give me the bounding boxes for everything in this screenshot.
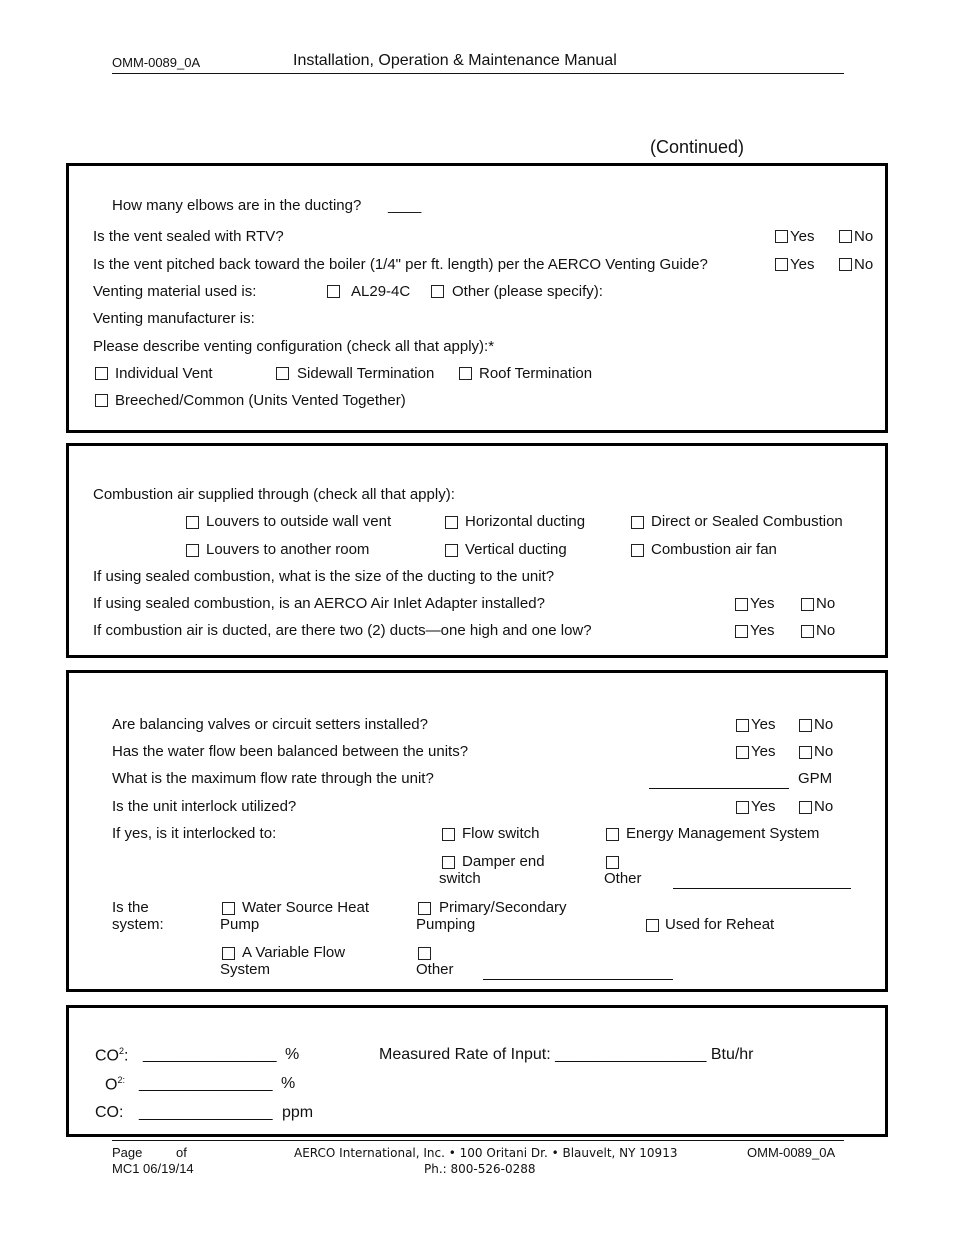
material-label: Venting material used is: — [93, 283, 257, 300]
system-label-2: system: — [112, 916, 164, 933]
sidewall-checkbox[interactable] — [276, 367, 289, 380]
balancing-question: Are balancing valves or circuit setters installed? — [112, 716, 428, 733]
balancing-no-label: No — [814, 716, 834, 733]
footer-revision: MC1 06/19/14 — [112, 1161, 194, 1176]
roof-label: Roof Termination — [479, 365, 593, 382]
pitch-no-label: No — [854, 256, 874, 273]
co2-unit: % — [285, 1046, 300, 1063]
rtv-no-label: No — [854, 228, 874, 245]
adapter-yes-label: Yes — [750, 595, 775, 612]
co2-label: $CO^2$: — [95, 1046, 129, 1065]
system-label-1: Is the — [112, 899, 149, 916]
variable-flow-label-2: System — [220, 961, 271, 978]
al29-checkbox[interactable] — [327, 285, 340, 298]
damper-label-1: Damper end — [462, 853, 545, 870]
continued-label: (Continued) — [650, 137, 745, 157]
louvers-outside-label: Louvers to outside wall vent — [206, 513, 392, 530]
individual-vent-checkbox[interactable] — [95, 367, 108, 380]
adapter-yes-checkbox[interactable] — [735, 598, 748, 611]
header-title: Installation, Operation & Maintenance Manual — [293, 52, 617, 69]
water-section — [66, 670, 888, 992]
header-doc-code: OMM-0089_0A — [112, 55, 201, 70]
footer-company: AERCO International, Inc. • 100 Oritani Dr. • Blauvelt, NY 10913 — [294, 1146, 678, 1160]
breeched-checkbox[interactable] — [95, 394, 108, 407]
primary-secondary-checkbox[interactable] — [418, 902, 431, 915]
direct-sealed-checkbox[interactable] — [631, 516, 644, 529]
primary-secondary-label-1: Primary/Secondary — [439, 899, 567, 916]
horizontal-checkbox[interactable] — [445, 516, 458, 529]
wshp-label-1: Water Source Heat — [242, 899, 369, 916]
interlock-other-checkbox[interactable] — [606, 856, 619, 869]
adapter-question: If using sealed combustion, is an AERCO Air Inlet Adapter installed? — [93, 595, 545, 612]
wshp-label-2: Pump — [220, 916, 260, 933]
balanced-question: Has the water flow been balanced between the units? — [112, 743, 469, 760]
co-field[interactable]: _______________ — [139, 1104, 273, 1121]
elbows-blank[interactable]: ____ — [388, 197, 422, 214]
roof-checkbox[interactable] — [459, 367, 472, 380]
combustion-section — [66, 443, 888, 658]
interlock-question: Is the unit interlock utilized? — [112, 798, 297, 815]
two-ducts-yes-label: Yes — [750, 622, 775, 639]
ems-checkbox[interactable] — [606, 828, 619, 841]
pitch-yes-label: Yes — [790, 256, 815, 273]
sidewall-label: Sidewall Termination — [297, 365, 435, 382]
balancing-yes-checkbox[interactable] — [736, 719, 749, 732]
vertical-checkbox[interactable] — [445, 544, 458, 557]
wshp-checkbox[interactable] — [222, 902, 235, 915]
balanced-no-checkbox[interactable] — [799, 746, 812, 759]
footer-doc-code: OMM-0089_0A — [747, 1145, 836, 1160]
balancing-no-checkbox[interactable] — [799, 719, 812, 732]
o2-field[interactable]: _______________ — [139, 1075, 273, 1092]
interlock-yes-label: Yes — [751, 798, 776, 815]
interlock-no-checkbox[interactable] — [799, 801, 812, 814]
interlock-other-label: Other — [604, 870, 642, 887]
flow-switch-checkbox[interactable] — [442, 828, 455, 841]
rtv-yes-label: Yes — [790, 228, 815, 245]
material-other-label: Other (please specify): — [452, 283, 603, 300]
rate-of-input[interactable]: Measured Rate of Input: _________________ Btu/hr — [379, 1046, 754, 1063]
interlock-other-field[interactable] — [673, 888, 851, 889]
config-question: Please describe venting configuration (check all that apply):* — [93, 338, 495, 355]
pitch-yes-checkbox[interactable] — [775, 258, 788, 271]
direct-sealed-label: Direct or Sealed Combustion — [651, 513, 843, 530]
manufacturer-label: Venting manufacturer is: — [93, 310, 255, 327]
maxflow-question: What is the maximum flow rate through the unit? — [112, 770, 434, 787]
elbows-question: How many elbows are in the ducting? — [112, 197, 362, 214]
system-other-label: Other — [416, 961, 454, 978]
reheat-label: Used for Reheat — [665, 916, 775, 933]
balanced-yes-checkbox[interactable] — [736, 746, 749, 759]
horizontal-label: Horizontal ducting — [465, 513, 586, 530]
al29-label: AL29-4C — [351, 283, 411, 300]
louvers-room-checkbox[interactable] — [186, 544, 199, 557]
vertical-label: Vertical ducting — [465, 541, 567, 558]
system-other-field[interactable] — [483, 979, 673, 980]
footer-of: of — [176, 1145, 187, 1160]
balanced-yes-label: Yes — [751, 743, 776, 760]
o2-unit: % — [281, 1075, 296, 1092]
balanced-no-label: No — [814, 743, 834, 760]
variable-flow-checkbox[interactable] — [222, 947, 235, 960]
reheat-checkbox[interactable] — [646, 919, 659, 932]
ems-label: Energy Management System — [626, 825, 820, 842]
rtv-no-checkbox[interactable] — [839, 230, 852, 243]
co-label: CO: — [95, 1104, 124, 1121]
damper-label-2: switch — [439, 870, 481, 887]
louvers-outside-checkbox[interactable] — [186, 516, 199, 529]
interlock-yes-checkbox[interactable] — [736, 801, 749, 814]
breeched-label: Breeched/Common (Units Vented Together) — [115, 392, 406, 409]
individual-vent-label: Individual Vent — [115, 365, 213, 382]
flow-switch-label: Flow switch — [462, 825, 540, 842]
interlock-no-label: No — [814, 798, 834, 815]
o2-label: $O^{2:}$ — [105, 1075, 125, 1094]
measurements-section — [66, 1005, 888, 1137]
balancing-yes-label: Yes — [751, 716, 776, 733]
footer-page: Page — [112, 1145, 143, 1160]
footer-rule — [112, 1140, 844, 1141]
adapter-no-checkbox[interactable] — [801, 598, 814, 611]
variable-flow-label-1: A Variable Flow — [242, 944, 346, 961]
material-other-checkbox[interactable] — [431, 285, 444, 298]
co-unit: ppm — [282, 1104, 314, 1121]
maxflow-field[interactable] — [649, 788, 789, 789]
primary-secondary-label-2: Pumping — [416, 916, 476, 933]
two-ducts-question: If combustion air is ducted, are there two (2) ducts—one high and one low? — [93, 622, 592, 639]
rtv-question: Is the vent sealed with RTV? — [93, 228, 284, 245]
two-ducts-no-label: No — [816, 622, 836, 639]
venting-section — [66, 163, 888, 433]
combustion-question: Combustion air supplied through (check all that apply): — [93, 486, 455, 503]
co2-field[interactable]: _______________ — [143, 1046, 277, 1063]
air-fan-label: Combustion air fan — [651, 541, 777, 558]
header-rule — [112, 73, 844, 74]
system-other-checkbox[interactable] — [418, 947, 431, 960]
interlocked-to-label: If yes, is it interlocked to: — [112, 825, 277, 842]
two-ducts-no-checkbox[interactable] — [801, 625, 814, 638]
pitch-no-checkbox[interactable] — [839, 258, 852, 271]
air-fan-checkbox[interactable] — [631, 544, 644, 557]
two-ducts-yes-checkbox[interactable] — [735, 625, 748, 638]
louvers-room-label: Louvers to another room — [206, 541, 370, 558]
duct-size-question: If using sealed combustion, what is the size of the ducting to the unit? — [93, 568, 555, 585]
adapter-no-label: No — [816, 595, 836, 612]
pitch-question: Is the vent pitched back toward the boiler (1/4" per ft. length) per the AERCO Venting Guide? — [93, 256, 708, 273]
gpm-unit: GPM — [798, 770, 833, 787]
rtv-yes-checkbox[interactable] — [775, 230, 788, 243]
footer-phone: Ph.: 800-526-0288 — [424, 1162, 536, 1176]
damper-checkbox[interactable] — [442, 856, 455, 869]
